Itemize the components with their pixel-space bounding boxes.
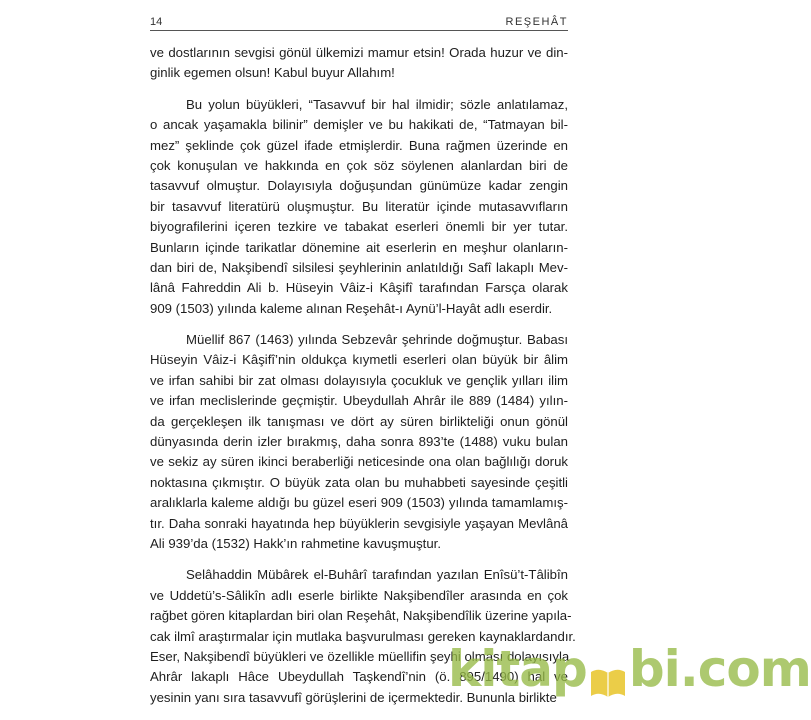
text-line: lânâ Fahreddin Ali b. Hüseyin Vâiz-i Kâşifî tarafından Farsça olarak	[150, 280, 568, 296]
text-line: Eser, Nakşibendî büyükleri ve özellikle müellifin şeyhi olması dolayısıyla	[150, 648, 570, 664]
paragraph-p2	[150, 95, 568, 319]
text-line: dünyasında derin izler bırakmış, daha sonra 893’te (1488) vuku bulan	[150, 434, 568, 450]
text-line: 909 (1503) yılında kaleme alınan Reşehât-ı Aynü’l-Hayât adlı eserdir.	[150, 300, 553, 316]
text-line: çok konuşulan ve hakkında en çok söz söylenen alanlardan biri de	[150, 157, 568, 173]
text-line: Ali 939’da (1532) Hakk’ın rahmetine kavuşmuştur.	[150, 535, 442, 551]
book-logo-icon	[589, 654, 627, 688]
text-line: noktasına çıkmıştır. O büyük zata olan bu muhabbeti sayesinde çeşitli	[150, 474, 568, 490]
paragraph-p4	[150, 565, 576, 708]
text-line: ve sekiz ay süren ikinci beraberliği neticesinde ona olan bağlılığı doruk	[150, 454, 568, 470]
text-line: Bu yolun büyükleri, “Tasavvuf bir hal ilmidir; sözle anlatılamaz,	[186, 96, 568, 112]
page-header	[150, 12, 568, 28]
watermark-text-left: kitap	[448, 640, 587, 698]
paragraph-p3	[150, 330, 568, 554]
watermark-text-right: bi.com	[628, 640, 811, 698]
paragraph-p1	[150, 43, 568, 84]
text-line: biyografilerini içeren tezkire ve tabakat eserleri önemli bir yer tutar.	[150, 219, 568, 235]
text-line: da gerçekleşen ilk tanışması ve dört ay süren birlikteliği onun gönül	[150, 413, 568, 429]
text-line: Selâhaddin Mübârek el-Buhârî tarafından yazılan Enîsü’t-Tâlibîn	[186, 567, 568, 583]
text-line: Müellif 867 (1463) yılında Sebzevâr şehrinde doğmuştur. Babası	[186, 332, 568, 348]
text-line: rağbet gören kitaplardan biri olan Reşehât, Nakşibendîlik üzerine yapıla-	[150, 608, 572, 624]
text-line: tasavvuf olmuştur. Dolayısıyla doğuşundan günümüze kadar zengin	[150, 178, 568, 194]
page-number: 14	[150, 16, 163, 28]
header-rule	[150, 30, 568, 31]
text-line: mez” şeklinde çok güzel ifade etmişlerdir. Buna rağmen üzerinde en	[150, 137, 568, 153]
text-line: tır. Daha sonraki hayatında hep büyüklerin sevgisiyle yaşayan Mevlânâ	[150, 515, 568, 531]
text-line: ve dostlarının sevgisi gönül ülkemizi mamur etsin! Orada huzur ve din-	[150, 45, 568, 60]
text-line: bir tasavvuf literatürü oluşmuştur. Bu literatür içinde mutasavvıfların	[150, 198, 568, 214]
text-line: yesinin yanı sıra tasavvufî görüşlerini de içermektedir. Bununla birlikte	[150, 689, 557, 705]
text-line: ve irfan sahibi bir zat olması dolayısıyla çocukluk ve gençlik yılları ilim	[150, 372, 568, 388]
text-line: dan biri de, Nakşibendî silsilesi şeyhlerinin anlatıldığı Safî lakaplı Mev-	[150, 259, 568, 275]
text-line: ginlik egemen olsun! Kabul buyur Allahım!	[150, 65, 395, 81]
text-line: Hüseyin Vâiz-i Kâşifî’nin oldukça kıymetli eserleri olan büyük bir âlim	[150, 352, 568, 368]
body-text	[150, 43, 576, 708]
running-title: REŞEHÂT	[505, 16, 568, 28]
text-line: aralıklarla kaleme aldığı bu güzel eseri 909 (1503) yılında tamamlamış-	[150, 495, 568, 511]
text-line: cak ilmî araştırmalar için mutlaka başvurulması gereken kaynaklardandır.	[150, 628, 576, 644]
text-line: ve Uddetü’s-Sâlikîn adlı eserle birlikte Nakşibendîler arasında en çok	[150, 587, 568, 603]
text-line: ve irfan meclislerinde geçmiştir. Ubeydullah Ahrâr ile 889 (1484) yılın-	[150, 393, 568, 409]
text-line: o ancak yaşamakla bilinir” demişler ve bu hakikati de, “Tatmayan bil-	[150, 117, 568, 133]
text-line: Ahrâr lakaplı Hâce Ubeydullah Taşkendî’nin (ö. 895/1490) hal ve	[150, 669, 568, 685]
text-line: Bunların içinde tarikatlar dönemine ait eserlerin en meşhur olanların-	[150, 239, 568, 255]
